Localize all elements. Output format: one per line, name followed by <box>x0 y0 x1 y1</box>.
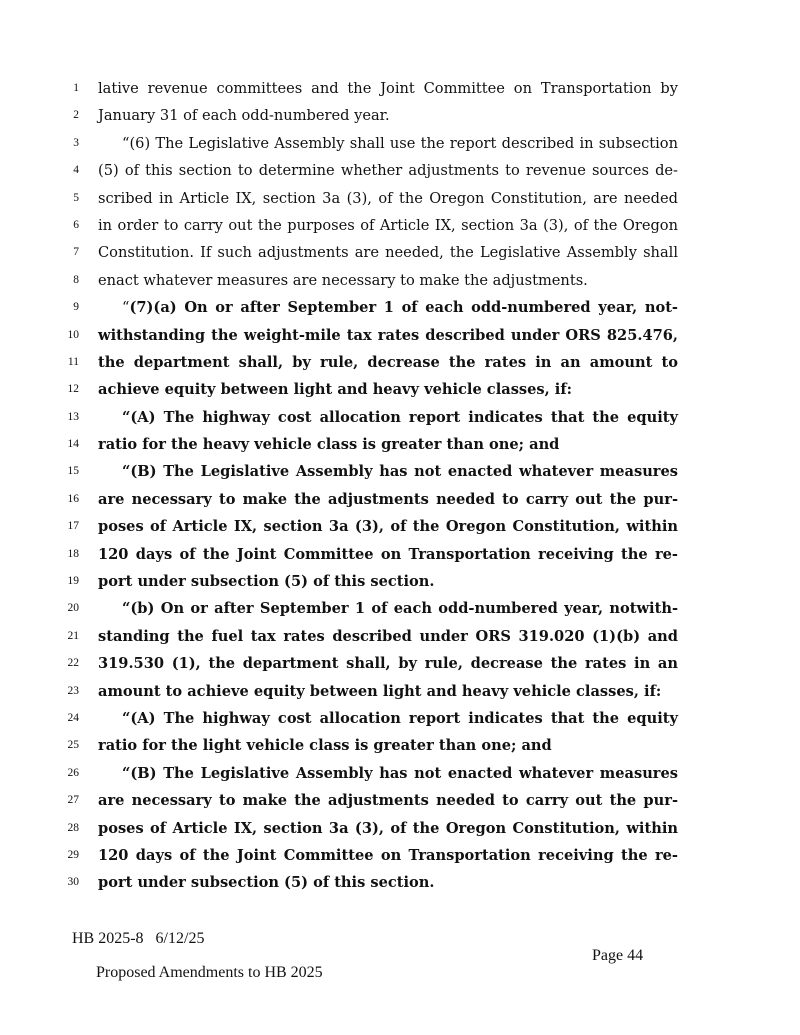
line-text <box>98 376 678 403</box>
line-text <box>98 102 678 129</box>
amended-text: achieve equity between light and heavy vehicle classes, if: <box>98 381 572 399</box>
line-number: 19 <box>67 575 79 588</box>
line-text <box>98 842 678 869</box>
footer-amendment-label: Proposed Amendments to HB 2025 <box>96 964 323 981</box>
line-number: 15 <box>67 465 79 478</box>
document-line <box>0 239 800 266</box>
line-text <box>98 568 678 595</box>
document-line <box>0 130 800 157</box>
line-text <box>122 760 678 787</box>
line-text <box>98 650 678 677</box>
amended-text: ratio for the light vehicle class is greater than one; and <box>98 737 552 755</box>
amended-text: poses of Article IX, section 3a (3), of the Oregon Constitution, within <box>98 819 678 837</box>
amended-text: 120 days of the Joint Committee on Transportation receiving the re- <box>98 846 678 864</box>
amended-text: are necessary to make the adjustments needed to carry out the pur- <box>98 792 678 810</box>
amended-text: withstanding the weight-mile tax rates described under ORS 825.476, <box>98 326 678 344</box>
line-number: 25 <box>67 739 79 752</box>
line-number: 27 <box>67 794 79 807</box>
line-number: 14 <box>67 438 79 451</box>
line-number: 3 <box>73 136 79 149</box>
line-text <box>98 678 678 705</box>
line-text <box>122 404 678 431</box>
line-number: 5 <box>73 191 79 204</box>
line-text <box>98 732 678 759</box>
amended-text: standing the fuel tax rates described under ORS 319.020 (1)(b) and <box>98 627 678 645</box>
existing-text: enact whatever measures are necessary to make the adjustments. <box>98 271 588 289</box>
line-number: 26 <box>67 766 79 779</box>
amended-text: are necessary to make the adjustments needed to carry out the pur- <box>98 490 678 508</box>
document-line <box>0 185 800 212</box>
line-text <box>98 513 678 540</box>
existing-text: “ <box>122 299 130 317</box>
line-number: 16 <box>67 492 79 505</box>
document-line <box>0 513 800 540</box>
line-text <box>98 815 678 842</box>
document-line <box>0 212 800 239</box>
line-number: 2 <box>73 109 79 122</box>
amended-text: port under subsection (5) of this section. <box>98 573 435 591</box>
amended-text: 120 days of the Joint Committee on Transportation receiving the re- <box>98 545 678 563</box>
existing-text: (5) of this section to determine whether adjustments to revenue sources de- <box>98 162 678 180</box>
page-number: Page 44 <box>592 947 644 964</box>
line-number: 6 <box>73 218 79 231</box>
document-line <box>0 376 800 403</box>
document-line <box>0 760 800 787</box>
line-number: 11 <box>67 355 79 368</box>
document-line <box>0 678 800 705</box>
document-line <box>0 322 800 349</box>
line-number: 7 <box>73 246 79 259</box>
line-number: 1 <box>73 82 79 94</box>
line-number: 17 <box>67 520 79 533</box>
document-line <box>0 431 800 458</box>
line-number: 21 <box>67 629 79 642</box>
document-line <box>0 458 800 485</box>
line-number: 13 <box>67 410 79 423</box>
line-number: 24 <box>67 711 79 724</box>
line-number: 20 <box>67 602 79 615</box>
amended-text: port under subsection (5) of this section. <box>98 874 435 892</box>
document-line <box>0 869 800 896</box>
line-text <box>122 705 678 732</box>
document-line <box>0 650 800 677</box>
line-text <box>122 130 678 157</box>
line-text <box>98 349 678 376</box>
line-text <box>98 787 678 814</box>
line-text <box>98 869 678 896</box>
line-text <box>98 486 678 513</box>
line-number: 12 <box>67 383 79 396</box>
footer-bill-id-date: HB 2025-8 6/12/25 <box>72 930 205 947</box>
amended-text: “(A) The highway cost allocation report indicates that the equity <box>122 709 678 727</box>
line-text <box>98 157 678 184</box>
line-number: 9 <box>73 301 79 314</box>
line-text <box>98 185 678 212</box>
line-number: 10 <box>67 328 79 341</box>
existing-text: January 31 of each odd-numbered year. <box>98 107 390 125</box>
document-line <box>0 623 800 650</box>
line-text <box>98 623 678 650</box>
line-text <box>98 239 678 266</box>
footer-amendment-title <box>72 947 672 981</box>
line-text <box>122 595 678 622</box>
amended-text: amount to achieve equity between light and heavy vehicle classes, if: <box>98 682 662 700</box>
line-text <box>98 322 678 349</box>
document-line <box>0 732 800 759</box>
line-text <box>98 267 678 294</box>
line-number: 29 <box>67 848 79 861</box>
line-text <box>98 75 678 102</box>
document-line <box>0 842 800 869</box>
existing-text: lative revenue committees and the Joint Committee on Transportation by <box>98 80 678 97</box>
existing-text: in order to carry out the purposes of Article IX, section 3a (3), of the Oregon <box>98 216 678 234</box>
document-line <box>0 349 800 376</box>
amended-text: “(B) The Legislative Assembly has not enacted whatever measures <box>122 463 678 481</box>
line-number: 18 <box>67 547 79 560</box>
amended-text: ratio for the heavy vehicle class is greater than one; and <box>98 436 560 454</box>
existing-text: Constitution. If such adjustments are needed, the Legislative Assembly shall <box>98 244 678 262</box>
document-line <box>0 157 800 184</box>
document-line <box>0 486 800 513</box>
document-line <box>0 595 800 622</box>
amended-text: the department shall, by rule, decrease the rates in an amount to <box>98 353 678 371</box>
line-text <box>98 212 678 239</box>
amended-text: 319.530 (1), the department shall, by rule, decrease the rates in an <box>98 655 678 673</box>
line-numbered-body <box>0 75 800 897</box>
document-line <box>0 787 800 814</box>
document-line <box>0 75 800 102</box>
line-number: 23 <box>67 684 79 697</box>
line-text <box>122 294 678 321</box>
amended-text: poses of Article IX, section 3a (3), of the Oregon Constitution, within <box>98 518 678 536</box>
document-line <box>0 294 800 321</box>
line-number: 28 <box>67 821 79 834</box>
existing-text: scribed in Article IX, section 3a (3), of the Oregon Constitution, are needed <box>98 189 678 207</box>
line-text <box>122 458 678 485</box>
line-number: 4 <box>73 164 79 177</box>
line-text <box>98 541 678 568</box>
amended-text: “(B) The Legislative Assembly has not enacted whatever measures <box>122 764 678 782</box>
document-line <box>0 541 800 568</box>
line-number: 30 <box>67 876 79 889</box>
existing-text: “(6) The Legislative Assembly shall use the report described in subsection <box>122 134 678 152</box>
line-number: 22 <box>67 657 79 670</box>
document-line <box>0 815 800 842</box>
amended-text: “(A) The highway cost allocation report indicates that the equity <box>122 408 678 426</box>
document-line <box>0 102 800 129</box>
document-line <box>0 568 800 595</box>
amended-text: (7)(a) On or after September 1 of each odd-numbered year, not- <box>129 299 678 317</box>
page-footer <box>72 930 672 981</box>
amended-text: “(b) On or after September 1 of each odd-numbered year, notwith- <box>122 600 678 618</box>
line-text <box>98 431 678 458</box>
document-line <box>0 267 800 294</box>
document-line <box>0 705 800 732</box>
document-line <box>0 404 800 431</box>
line-number: 8 <box>73 273 79 286</box>
